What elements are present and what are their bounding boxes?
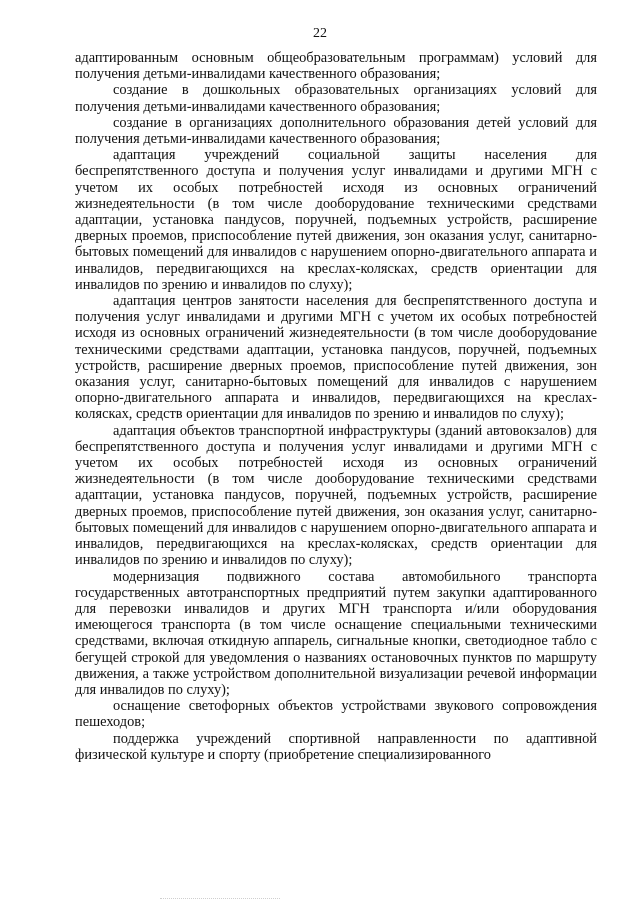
paragraph-1: адаптированным основным общеобразовательным программам) условий для получения детьми-инвалидами качественного образования;: [75, 50, 597, 83]
scan-artifact-divider: [160, 897, 280, 899]
document-body: [75, 50, 597, 763]
paragraph-9: поддержка учреждений спортивной направленности по адаптивной физической культуре и спорту (приобретение специализированного: [75, 730, 597, 763]
paragraph-3: создание в организациях дополнительного образования детей условий для получения детьми-инвалидами качественного образования;: [75, 114, 597, 148]
paragraph-5: адаптация центров занятости населения для беспрепятственного доступа и получения услуг инвалидами и другими МГН с учетом их особых потребностей исходя из основных ограничений жизнедеятельности (в том числе дооборудование техническими средствами адаптации, установка пандусов, поручней, подъемных устройств, расширение дверных проемов, приспособление путей движения, зон оказания услуг, санитарно-бытовых помещений для инвалидов с нарушением опорно-двигательного аппарата и инвалидов, передвигающихся на креслах-колясках, средств ориентации для инвалидов по зрению и инвалидов по слуху);: [75, 293, 597, 423]
paragraph-4: адаптация учреждений социальной защиты населения для беспрепятственного доступа и получения услуг инвалидами и другими МГН с учетом их особых потребностей исходя из основных ограничений жизнедеятельности (в том числе дооборудование техническими средствами адаптации, установка пандусов, поручней, подъемных устройств, расширение дверных проемов, приспособление путей движения, зон оказания услуг, санитарно-бытовых помещений для инвалидов с нарушением опорно-двигательного аппарата и инвалидов, передвигающихся на креслах-колясках, средств ориентации для инвалидов по зрению и инвалидов по слуху);: [75, 147, 597, 293]
paragraph-6: адаптация объектов транспортной инфраструктуры (зданий автовокзалов) для беспрепятственного доступа и получения услуг инвалидами и другими МГН с учетом их особых потребностей исходя из основных ограничений жизнедеятельности (в том числе дооборудование техническими средствами адаптации, установка пандусов, поручней, подъемных устройств, расширение дверных проемов, приспособление путей движения, зон оказания услуг, санитарно-бытовых помещений для инвалидов с нарушением опорно-двигательного аппарата и инвалидов, передвигающихся на креслах-колясках, средств ориентации для инвалидов по зрению и инвалидов по слуху);: [75, 422, 597, 569]
page-number: 22: [313, 26, 327, 41]
paragraph-7: модернизация подвижного состава автомобильного транспорта государственных автотранспортных предприятий путем закупки адаптированного для перевозки инвалидов и других МГН транспорта и/или оборудования имеющегося транспорта (в том числе оснащение специальными техническими средствами, включая откидную аппарель, сигнальные кнопки, светодиодное табло с бегущей строкой для уведомления о названиях остановочных пунктов по маршруту движения, а также устройством дополнительной визуализации речевой информации для инвалидов по слуху);: [75, 568, 597, 698]
paragraph-8: оснащение светофорных объектов устройствами звукового сопровождения пешеходов;: [75, 698, 597, 731]
paragraph-2: создание в дошкольных образовательных организациях условий для получения детьми-инвалидами качественного образования;: [75, 82, 597, 115]
